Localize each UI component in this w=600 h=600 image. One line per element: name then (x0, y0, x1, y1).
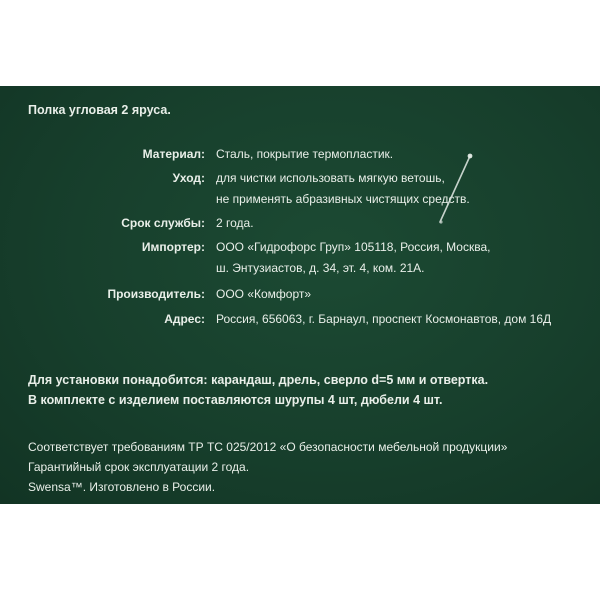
spec-value-material (216, 144, 393, 165)
spec-value-line: Россия, 656063, г. Барнаул, проспект Космонавтов, дом 16Д (216, 312, 552, 326)
spec-key-address: Адрес: (164, 312, 205, 326)
spec-value-line: ООО «Комфорт» (216, 287, 312, 301)
spec-value-importer (216, 237, 490, 279)
footer-line: Гарантийный срок эксплуатации 2 года. (28, 460, 250, 474)
spec-value-line: не применять абразивных чистящих средств. (216, 192, 470, 206)
product-label-card (0, 86, 600, 504)
installation-line: Для установки понадобится: карандаш, дрель, сверло d=5 мм и отвертка. (28, 373, 489, 387)
spec-key-service-life: Срок службы: (121, 216, 205, 230)
footer-line: Соответствует требованиям ТР ТС 025/2012 «О безопасности мебельной продукции» (28, 440, 508, 454)
installation-line: В комплекте с изделием поставляются шурупы 4 шт, дюбели 4 шт. (28, 393, 443, 407)
installation-notes (28, 370, 488, 410)
spec-key-manufacturer: Производитель: (107, 287, 205, 301)
spec-value-manufacturer (216, 284, 311, 305)
spec-value-line: для чистки использовать мягкую ветошь, (216, 171, 445, 185)
spec-key-care: Уход: (172, 171, 205, 185)
spec-value-line: 2 года. (216, 216, 254, 230)
spec-value-service-life (216, 213, 254, 234)
spec-value-address (216, 309, 551, 330)
footer-line: Swensa™. Изготовлено в России. (28, 480, 216, 494)
spec-key-material: Материал: (142, 147, 205, 161)
spec-value-line: ООО «Гидрофорс Груп» 105118, Россия, Москва, (216, 240, 491, 254)
pin-scratch-icon (432, 152, 476, 230)
spec-value-line: Сталь, покрытие термопластик. (216, 147, 394, 161)
spec-value-line: ш. Энтузиастов, д. 34, эт. 4, ком. 21А. (216, 261, 425, 275)
product-title: Полка угловая 2 яруса. (28, 103, 171, 117)
spec-key-importer: Импортер: (141, 240, 205, 254)
compliance-footer (28, 437, 507, 497)
